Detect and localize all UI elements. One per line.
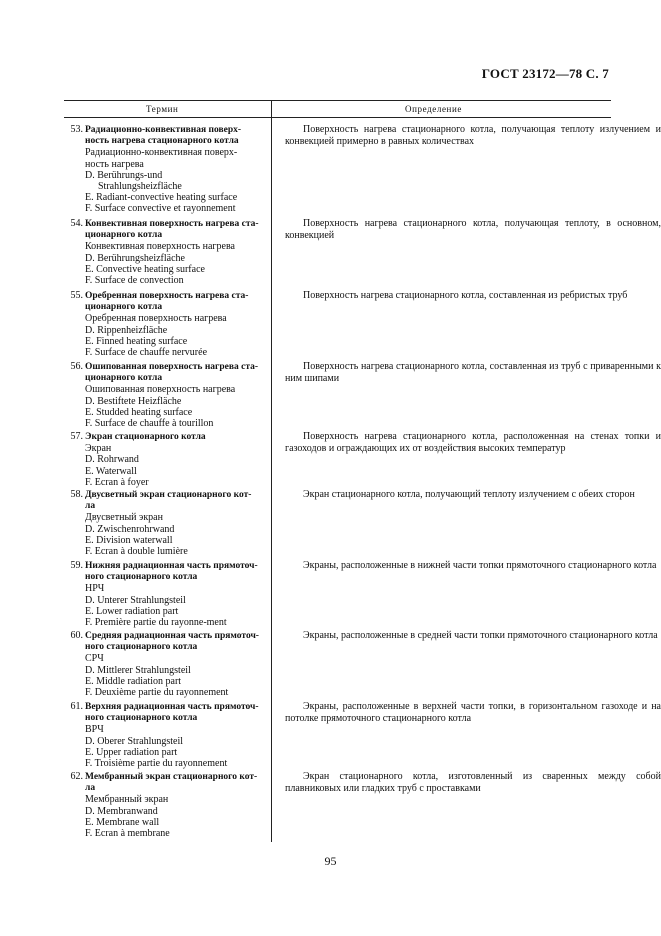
- term-number: 61.: [70, 701, 83, 712]
- term-title-continuation: ционарного котла: [85, 230, 163, 241]
- term-synonym: Радиационно-конвективная поверх-: [85, 147, 238, 159]
- column-header-term: Термин: [146, 104, 179, 114]
- term-english: E. Convective heating surface: [85, 263, 205, 275]
- term-synonym: Оребренная поверхность нагрева: [85, 313, 227, 325]
- term-french: F. Ecran à double lumière: [85, 546, 188, 558]
- term-synonym: Ошипованная поверхность нагрева: [85, 384, 236, 396]
- definition-cell: [285, 771, 661, 794]
- column-header-definition: Определение: [405, 104, 462, 114]
- page-number: 95: [324, 854, 337, 868]
- term-title: Мембранный экран стационарного кот-: [85, 772, 258, 782]
- term-english: E. Lower radiation part: [85, 605, 179, 617]
- definition-text: Поверхность нагрева стационарного котла, составленная из труб с приваренными к ним шипами: [285, 361, 661, 384]
- term-synonym: Мембранный экран: [85, 794, 169, 806]
- term-english: E. Studded heating surface: [85, 406, 193, 418]
- term-title: Экран стационарного котла: [85, 432, 206, 442]
- definition-text: Поверхность нагрева стационарного котла, расположенная на стенах топки и газоходов и ограждающих их от воздействия высоких температур: [285, 431, 661, 454]
- term-number: 55.: [70, 290, 83, 301]
- term-cell: [64, 701, 267, 769]
- term-german: D. Rippenheizfläche: [85, 324, 168, 336]
- term-number: 56.: [70, 361, 83, 372]
- definition-text: Поверхность нагрева стационарного котла, составленная из ребристых труб: [303, 290, 628, 301]
- definition-cell: [285, 218, 661, 241]
- term-title: Средняя радиационная часть прямоточ-: [85, 631, 259, 641]
- term-german: D. Rohrwand: [85, 454, 139, 466]
- term-title-continuation: ного стационарного котла: [85, 713, 198, 724]
- term-title-continuation: ционарного котла: [85, 373, 163, 384]
- term-title-continuation: ного стационарного котла: [85, 642, 198, 653]
- term-cell: [64, 771, 267, 839]
- term-number: 53.: [70, 124, 83, 135]
- term-synonym: НРЧ: [85, 583, 105, 595]
- term-english: E. Waterwall: [85, 465, 137, 477]
- term-cell: [64, 630, 267, 698]
- term-title: Конвективная поверхность нагрева ста-: [85, 219, 259, 229]
- definition-text: Экраны, расположенные в верхней части топки, в горизонтальном газоходе и на потолке прямоточного стационарного котла: [285, 701, 661, 724]
- term-french: F. Surface convective et rayonnement: [85, 203, 236, 215]
- term-cell: [64, 489, 267, 557]
- term-title: Радиационно-конвективная поверх-: [85, 125, 242, 135]
- term-french: F. Troisième partie du rayonnement: [85, 758, 228, 770]
- term-english: E. Upper radiation part: [85, 746, 178, 758]
- term-cell: [64, 431, 267, 488]
- term-title-continuation: ность нагрева стационарного котла: [85, 136, 239, 147]
- definition-cell: [285, 290, 661, 302]
- term-number: 62.: [70, 771, 83, 782]
- definition-text: Экраны, расположенные в нижней части топки прямоточного стационарного котла: [303, 560, 657, 571]
- definition-cell: [285, 124, 661, 147]
- definition-cell: [285, 630, 661, 642]
- term-cell: [64, 124, 267, 215]
- table-header-rule: [64, 117, 611, 118]
- term-cell: [64, 361, 267, 429]
- term-title-continuation: ла: [85, 501, 96, 512]
- term-french: F. Surface de convection: [85, 275, 184, 287]
- definition-cell: [285, 701, 661, 724]
- term-title-continuation: ционарного котла: [85, 302, 163, 313]
- term-synonym: Двусветный экран: [85, 512, 163, 524]
- term-german: D. Berührungs-und: [85, 169, 163, 181]
- term-number: 60.: [70, 630, 83, 641]
- table-top-rule: [64, 100, 611, 101]
- definition-text: Поверхность нагрева стационарного котла, получающая теплоту излучением и конвекцией примерно в равных количествах: [285, 124, 661, 147]
- term-cell: [64, 560, 267, 628]
- term-german: D. Mittlerer Strahlungsteil: [85, 664, 191, 676]
- term-title-continuation: ного стационарного котла: [85, 572, 198, 583]
- term-synonym: Экран: [85, 443, 112, 455]
- term-title: Ошипованная поверхность нагрева ста-: [85, 362, 259, 372]
- term-french: F. Deuxième partie du rayonnement: [85, 687, 229, 699]
- definition-cell: [285, 431, 661, 454]
- term-german: D. Bestiftete Heizfläche: [85, 395, 182, 407]
- term-synonym: Конвективная поверхность нагрева: [85, 241, 235, 253]
- term-french: F. Ecran à foyer: [85, 476, 149, 488]
- definition-text: Экран стационарного котла, изготовленный из сваренных между собой плавниковых или гладких труб с проставками: [285, 771, 661, 794]
- definition-text: Поверхность нагрева стационарного котла, получающая теплоту, в основном, конвекцией: [285, 218, 661, 241]
- term-english: E. Membrane wall: [85, 816, 160, 828]
- term-number: 54.: [70, 218, 83, 229]
- term-english: E. Finned heating surface: [85, 335, 188, 347]
- term-title: Нижняя радиационная часть прямоточ-: [85, 561, 258, 571]
- definition-cell: [285, 361, 661, 384]
- term-synonym: ВРЧ: [85, 724, 104, 736]
- term-cell: [64, 290, 267, 358]
- term-german: Strahlungsheizfläche: [98, 181, 182, 193]
- term-french: F. Ecran à membrane: [85, 828, 170, 840]
- term-title-continuation: ла: [85, 783, 96, 794]
- term-english: E. Division waterwall: [85, 534, 173, 546]
- term-title: Двусветный экран стационарного кот-: [85, 490, 252, 500]
- term-german: D. Unterer Strahlungsteil: [85, 594, 186, 606]
- term-cell: [64, 218, 267, 286]
- document-header: ГОСТ 23172—78 С. 7: [481, 66, 609, 81]
- term-english: E. Radiant-convective heating surface: [85, 192, 238, 204]
- definition-text: Экран стационарного котла, получающий теплоту излучением с обеих сторон: [303, 489, 635, 500]
- term-german: D. Berührungsheizfläche: [85, 252, 185, 264]
- term-synonym: ность нагрева: [85, 158, 144, 170]
- term-german: D. Oberer Strahlungsteil: [85, 735, 184, 747]
- term-title: Оребренная поверхность нагрева ста-: [85, 291, 249, 301]
- term-number: 57.: [70, 431, 83, 442]
- term-title: Верхняя радиационная часть прямоточ-: [85, 702, 259, 712]
- term-number: 59.: [70, 560, 83, 571]
- term-german: D. Membranwand: [85, 805, 158, 817]
- definition-cell: [285, 560, 661, 572]
- term-french: F. Surface de chauffe nervurée: [85, 347, 208, 359]
- term-french: F. Surface de chauffe à tourillon: [85, 418, 214, 430]
- term-french: F. Première partie du rayonne-ment: [85, 617, 227, 629]
- definition-text: Экраны, расположенные в средней части топки прямоточного стационарного котла: [303, 630, 658, 641]
- term-german: D. Zwischenrohrwand: [85, 523, 175, 535]
- column-divider: [271, 100, 272, 842]
- definition-cell: [285, 489, 661, 501]
- term-number: 58.: [70, 489, 83, 500]
- term-synonym: СРЧ: [85, 653, 104, 665]
- term-english: E. Middle radiation part: [85, 675, 182, 687]
